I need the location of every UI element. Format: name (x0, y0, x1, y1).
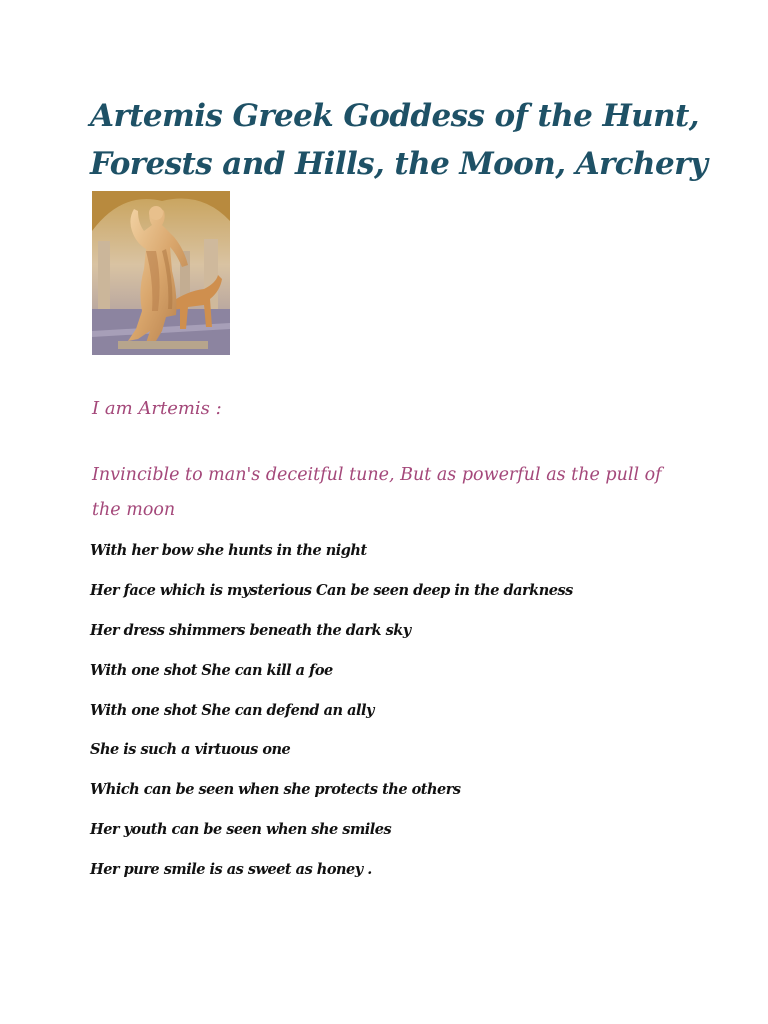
poem-line-3: Her dress shimmers beneath the dark sky (90, 622, 411, 639)
title-line-1: Artemis Greek Goddess of the Hunt, (90, 98, 699, 134)
invincible-line: Invincible to man's deceitful tune, But as powerful as the pull of the moon (92, 465, 662, 520)
poem-line-5: With one shot She can defend an ally (90, 702, 374, 719)
poem-line-6: She is such a virtuous one (90, 741, 291, 758)
poem-line-2: Her face which is mysterious Can be seen deep in the darkness (90, 582, 573, 599)
poem-line-8: Her youth can be seen when she smiles (90, 821, 392, 838)
page-title (90, 92, 710, 188)
poem-line-1: With her bow she hunts in the night (90, 542, 367, 559)
intro-line: I am Artemis : (92, 398, 222, 419)
poem-line-9: Her pure smile is as sweet as honey . (90, 861, 372, 878)
poem-line-4: With one shot She can kill a foe (90, 662, 333, 679)
artemis-statue-image (92, 191, 230, 355)
poem-line-7: Which can be seen when she protects the others (90, 781, 461, 798)
title-line-2: Forests and Hills, the Moon, Archery (90, 146, 708, 182)
